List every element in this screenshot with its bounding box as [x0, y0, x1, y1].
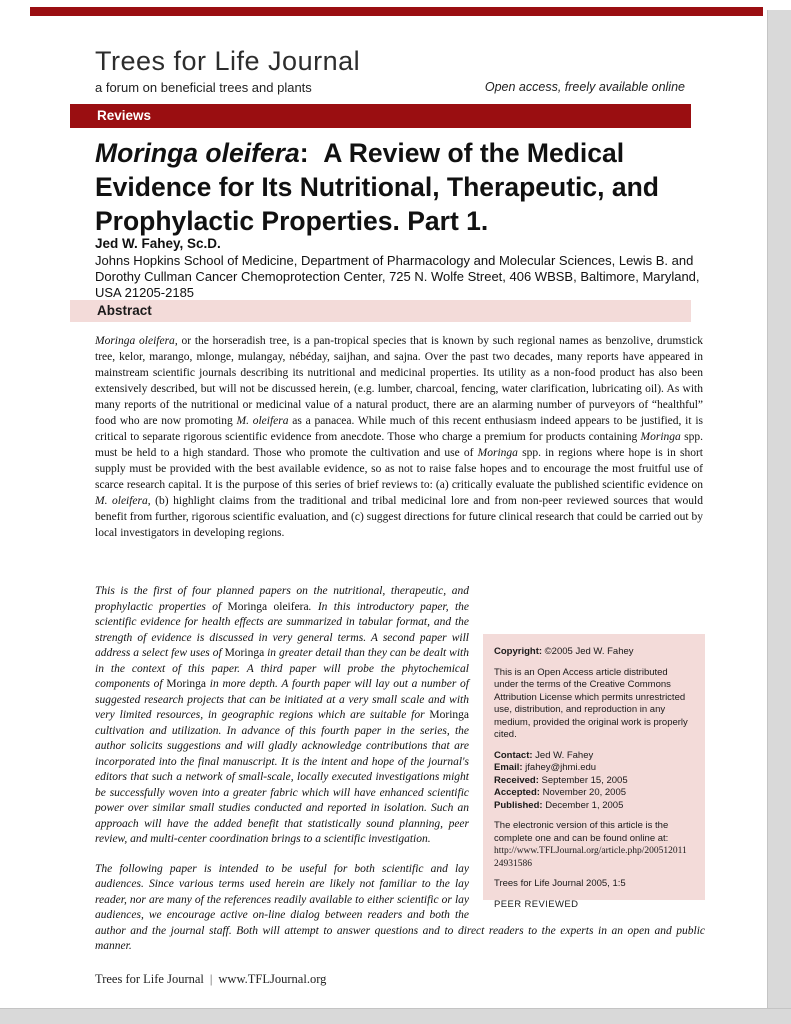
section-banner-label: Reviews — [97, 108, 152, 123]
editorial-intro-section — [95, 584, 705, 969]
article-url-line[interactable]: 24931586 — [494, 858, 532, 869]
accepted-date: November 20, 2005 — [542, 787, 627, 798]
open-access-note: Open access, freely available online — [484, 80, 685, 94]
article-title-line: Moringa oleifera: A Review of the Medical — [95, 138, 625, 168]
copyright-line — [494, 646, 694, 659]
top-maroon-rule — [30, 7, 763, 16]
license-text: This is an Open Access article distributed under the terms of the Creative Commons Attribution License which permits unrestricted use, distribution, and reproduction in any medium, provided the original work is properly cited. — [494, 666, 688, 740]
article-title-line: Prophylactic Properties. Part 1. — [95, 206, 489, 236]
received-date: September 15, 2005 — [541, 774, 628, 786]
article-url-link[interactable] — [494, 846, 687, 869]
intro-paragraph-1: This is the first of four planned papers on the nutritional, therapeutic, and prophylactic properties of Moringa oleifera. In this introductory paper, the scientific evidence for health effects are summarized in tabular format, and the strength of evidence is discussed in very general terms. A second paper will address a select few uses of Moringa in greater detail than they can be dealt with in the context of this paper. A third paper will probe the phytochemical components of Moringa in more depth. A fourth paper will lay out a number of suggested research projects that can be initiated at a very small scale and with very limited resources, in geographic regions which are suitable for Moringa cultivation and utilization. In advance of this fourth paper in the series, the author solicits suggestions and will gladly acknowledge contributions that are incorporated into the final manuscript. It is the intent and hope of the journal's editors that such a network of small-scale, locally executed investigations might be successfully woven into a greater fabric which will have enhanced scientific power over similar small studies conducted and reported in isolation. Such an approach will have the added benefit that statistically sound planning, peer review, and multi-center coordination brings to a scientific investigation. — [95, 585, 469, 845]
contact-row — [494, 762, 694, 775]
published-date: December 1, 2005 — [545, 799, 624, 811]
accepted-label: Accepted: — [494, 787, 540, 798]
received-label: Received: — [494, 774, 539, 786]
peer-reviewed-badge: PEER REVIEWED — [494, 898, 579, 910]
footer-site-link: www.TFLJournal.org — [218, 972, 327, 986]
journal-name: Trees for Life Journal — [95, 46, 361, 76]
article-url-line[interactable]: http://www.TFLJournal.org/article.php/200512011 — [494, 846, 687, 856]
contact-label: Contact: — [494, 749, 533, 761]
copyright-label: Copyright: — [494, 646, 543, 657]
page-footer — [95, 972, 326, 987]
abstract-text: Moringa oleifera, or the horseradish tree, is a pan-tropical species that is known by such regional names as benzolive, drumstick tree, kelor, marango, mlonge, mulangay, nébéday, saijhan, and sajna. Over the past two decades, many reports have appeared in mainstream scientific journals describing its nutritional and medicinal properties. Its utility as a non-food product has also been extensively described, but will not be discussed herein, (e.g. lumber, charcoal, fencing, water clarification, lubricating oil). As with many reports of the nutritional or medicinal value of a natural product, there are an alarming number of purveyors of “healthful” food who are now promoting M. oleifera as a panacea. While much of this recent enthusiasm indeed appears to be justified, it is critical to separate rigorous scientific evidence from anecdote. Those who charge a premium for products containing Moringa spp. must be held to a high standard. Those who promote the cultivation and use of Moringa spp. in regions where hope is in short supply must be provided with the best available evidence, so as not to raise false hopes and to encourage the most fruitful use of scarce research capital. It is the purpose of this series of brief reviews to: (a) critically evaluate the published scientific evidence on M. oleifera, (b) highlight claims from the traditional and tribal medicinal lore and from non-peer reviewed sources that would benefit from further, rigorous scientific evaluation, and (c) suggest directions for future clinical research that could be carried out by local investigators in developing regions. — [95, 335, 703, 539]
published-label: Published: — [494, 799, 543, 811]
abstract-heading-bar — [70, 300, 691, 322]
abstract-heading-label: Abstract — [97, 303, 152, 318]
footer-separator: | — [209, 972, 213, 986]
page-edge-shadow-right — [767, 10, 791, 1024]
article-info-box — [483, 634, 705, 910]
electronic-note-text: The electronic version of this article is the complete one and can be found online at: — [494, 820, 669, 844]
contact-value: Jed W. Fahey — [535, 749, 594, 761]
contact-row — [494, 800, 694, 813]
footer-journal-name: Trees for Life Journal — [95, 972, 204, 986]
email-link[interactable]: jfahey@jhmi.edu — [525, 762, 597, 773]
journal-tagline: a forum on beneficial trees and plants — [95, 80, 312, 95]
contact-block — [494, 750, 694, 813]
contact-row — [494, 787, 694, 800]
author-name: Jed W. Fahey, Sc.D. — [95, 236, 221, 251]
article-title — [95, 136, 750, 238]
page-edge-shadow-bottom — [0, 1008, 791, 1024]
intro-paragraph-2: The following paper is intended to be useful for both scientific and lay audiences. Since various terms used herein are likely not familiar to the lay reader, nor are many of the references readily available to either scientific or lay audiences, we encourage active on-line dialog between readers and both the author and the journal staff. Both will attempt to answer questions and to direct readers to the experts in an open and public manner. — [95, 862, 705, 952]
journal-citation: Trees for Life Journal 2005, 1:5 — [494, 878, 626, 889]
email-label: Email: — [494, 762, 523, 773]
copyright-value: ©2005 Jed W. Fahey — [544, 646, 634, 657]
contact-row — [494, 775, 694, 788]
electronic-version-note — [494, 820, 694, 870]
section-banner-reviews — [70, 104, 691, 128]
article-title-line: Evidence for Its Nutritional, Therapeutic, and — [95, 172, 659, 202]
contact-row — [494, 750, 694, 763]
author-affiliation: Johns Hopkins School of Medicine, Department of Pharmacology and Molecular Sciences, Lewis B. and Dorothy Cullman Cancer Chemoprotection Center, 725 N. Wolfe Street, 406 WBSB, Baltimore, Maryland, USA 21205-2185 — [95, 253, 700, 300]
